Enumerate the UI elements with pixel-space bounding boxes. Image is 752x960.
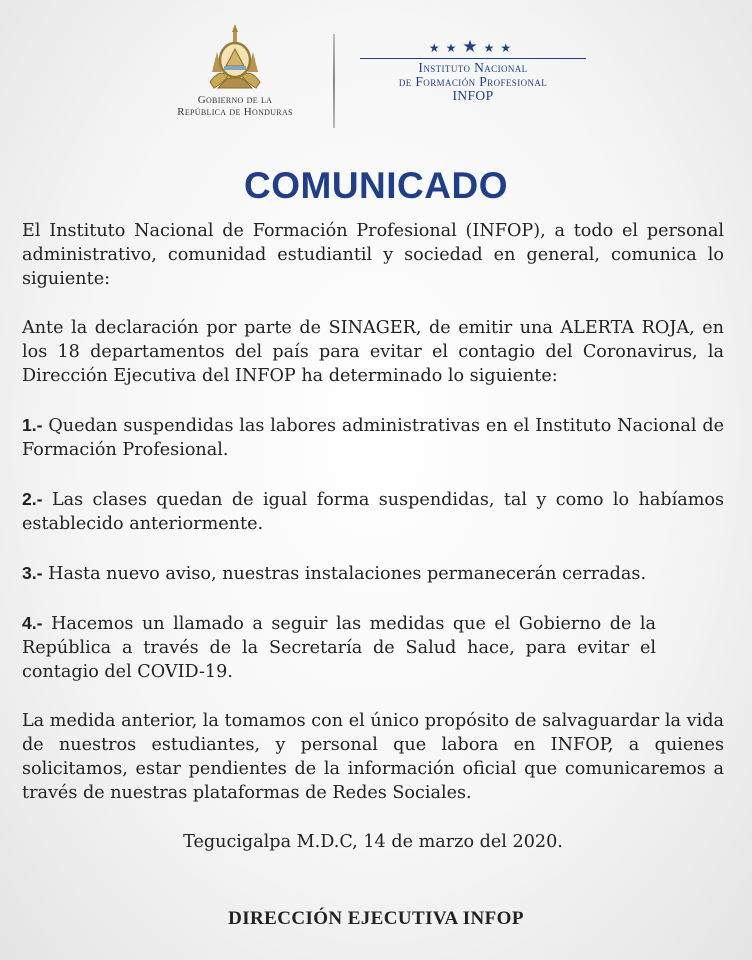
government-line-1: Gobierno de la	[197, 94, 273, 106]
honduras-coat-of-arms-icon	[204, 22, 266, 94]
signature: DIRECCIÓN EJECUTIVA INFOP	[228, 908, 524, 929]
star-icon: ★	[462, 37, 484, 57]
closing-paragraph: La medida anterior, la tomamos con el único propósito de salvaguardar la vida de nuestros estudiantes, y personal que labora en INFOP, a quienes solicitamos, estar pendientes de la información oficial que comunicaremos a través de nuestras plataformas de Redes Sociales.	[22, 711, 724, 803]
item-number: 3.-	[22, 563, 43, 583]
item-number: 1.-	[22, 415, 43, 435]
item-number: 2.-	[22, 489, 43, 509]
communique-body	[22, 219, 724, 854]
list-item	[22, 611, 724, 684]
page-title: COMUNICADO	[244, 165, 508, 206]
list-item	[22, 487, 724, 536]
government-name	[150, 94, 320, 118]
infop-line-3: INFOP	[452, 88, 494, 103]
stars-row	[360, 37, 586, 57]
item-number: 4.-	[22, 613, 43, 633]
list-item	[22, 561, 724, 586]
star-icon: ★	[445, 41, 463, 55]
item-text: Hasta nuevo aviso, nuestras instalaciones permanecerán cerradas.	[48, 564, 647, 584]
item-text: Hacemos un llamado a seguir las medidas que el Gobierno de la República a través de la Secretaría de Salud hace, para evitar el contagio del COVID-19.	[22, 614, 656, 682]
star-icon: ★	[428, 41, 446, 55]
item-text: Las clases quedan de igual forma suspendidas, tal y como lo habíamos establecido anteriormente.	[22, 490, 725, 534]
item-text: Quedan suspendidas las labores administrativas en el Instituto Nacional de Formación Profesional.	[22, 416, 725, 460]
infop-name	[360, 61, 586, 103]
context-paragraph: Ante la declaración por parte de SINAGER, de emitir una ALERTA ROJA, en los 18 departamentos del país para evitar el contagio del Coronavirus, la Dirección Ejecutiva del INFOP ha determinado lo siguiente:	[22, 318, 724, 386]
star-icon: ★	[500, 41, 518, 55]
infop-line-1: Instituto Nacional	[418, 60, 528, 75]
government-logo-block	[150, 22, 320, 118]
date-line: Tegucigalpa M.D.C, 14 de marzo del 2020.	[183, 832, 563, 852]
letterhead	[0, 22, 752, 132]
infop-line-2: de Formación Profesional	[398, 74, 548, 89]
list-item	[22, 413, 724, 462]
infop-rule	[360, 58, 586, 59]
intro-paragraph: El Instituto Nacional de Formación Profesional (INFOP), a todo el personal administrativo, comunidad estudiantil y sociedad en general, comunica lo siguiente:	[22, 221, 724, 289]
header-divider	[333, 34, 335, 128]
star-icon: ★	[483, 41, 501, 55]
government-line-2: República de Honduras	[177, 106, 293, 118]
infop-logo-block	[360, 37, 586, 103]
